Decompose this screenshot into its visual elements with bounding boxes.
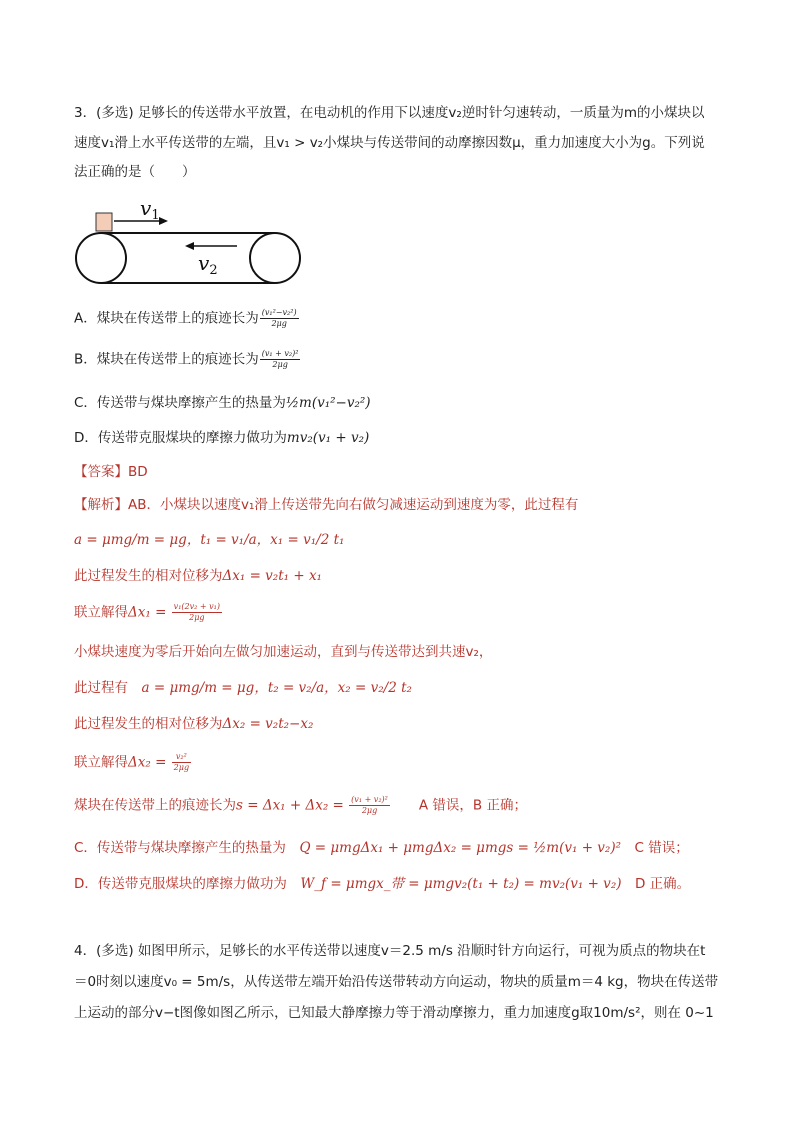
work-explanation: D．传送带克服煤块的摩擦力做功为 W_f = μmgx_带 = μmgv₂(t₁ + t₂) = mv₂(v₁ + v₂) D 正确。: [74, 876, 691, 892]
solve-dx2: 联立解得Δx₂ = $\frac{\text{v₂²}}{2\mu g}$: [74, 752, 190, 772]
solve-dx1: 联立解得Δx₁ = $\frac{\text{v₁(2v₂ + v₁)}}{2\mu g}$: [74, 602, 220, 622]
v2-arrowhead: [185, 242, 194, 250]
stage2-text: 小煤块速度为零后开始向左做匀加速运动，直到与传送带达到共速v₂，: [74, 644, 493, 660]
option-a: A．煤块在传送带上的痕迹长为 $\frac{\text{(v₁²−v₂²)}}{2\mu g}$: [74, 308, 297, 328]
coal-block: [96, 213, 112, 231]
v2-label: $v_2$: [198, 251, 218, 278]
q3-stem-line2: 速度v₁滑上水平传送带的左端，且v₁ > v₂小煤块与传送带间的动摩擦因数μ，重力加速度大小为g。下列说: [74, 135, 705, 151]
q3-stem-line1: 3．(多选) 足够长的传送带水平放置，在电动机的作用下以速度v₂逆时针匀速转动，一质量为m的小煤块以: [74, 105, 705, 121]
equation-stage2: 此过程有 a = μmg/m = μg，t₂ = v₂/a，x₂ = v₂/2 t₂: [74, 680, 412, 696]
relative-disp-2: 此过程发生的相对位移为Δx₂ = v₂t₂−x₂: [74, 716, 314, 732]
option-c: C．传送带与煤块摩擦产生的热量为½m(v₁²−v₂²): [74, 395, 371, 411]
q4-stem-line2: ＝0时刻以速度v₀ = 5m/s，从传送带左端开始沿传送带转动方向运动，物块的质量m＝4 kg，物块在传送带: [74, 974, 719, 990]
v1-arrowhead: [159, 217, 168, 225]
q3-stem-line3: 法正确的是（ ）: [74, 164, 196, 180]
v1-label: $v_1$: [140, 196, 160, 223]
conveyor-belt-diagram: [74, 196, 314, 292]
option-b: B．煤块在传送带上的痕迹长为 $\frac{\text{(v₁ + v₂)²}}{2\mu g}$: [74, 349, 299, 369]
relative-disp-1: 此过程发生的相对位移为Δx₁ = v₂t₁ + x₁: [74, 568, 322, 584]
trace-length: 煤块在传送带上的痕迹长为s = Δx₁ + Δx₂ = $\frac{\text{(v₁ + v₂)²}}{2\mu g}$ A 错误，B 正确；: [74, 795, 527, 815]
right-pulley: [250, 233, 300, 283]
q4-stem-line1: 4．(多选) 如图甲所示，足够长的水平传送带以速度v＝2.5 m/s 沿顺时针方向运行，可视为质点的物块在t: [74, 943, 706, 959]
heat-explanation: C．传送带与煤块摩擦产生的热量为 Q = μmgΔx₁ + μmgΔx₂ = μmgs = ½m(v₁ + v₂)² C 错误；: [74, 840, 689, 856]
answer: 【答案】BD: [74, 464, 148, 480]
q4-stem-line3: 上运动的部分v−t图像如图乙所示，已知最大静摩擦力等于滑动摩擦力，重力加速度g取10m/s²，则在 0~1: [74, 1005, 714, 1021]
equation-stage1: a = μmg/m = μg，t₁ = v₁/a，x₁ = v₁/2 t₁: [74, 532, 345, 548]
left-pulley: [76, 233, 126, 283]
analysis-head: 【解析】AB．小煤块以速度v₁滑上传送带先向右做匀减速运动到速度为零，此过程有: [74, 497, 579, 513]
option-d: D．传送带克服煤块的摩擦力做功为mv₂(v₁ + v₂): [74, 430, 370, 446]
